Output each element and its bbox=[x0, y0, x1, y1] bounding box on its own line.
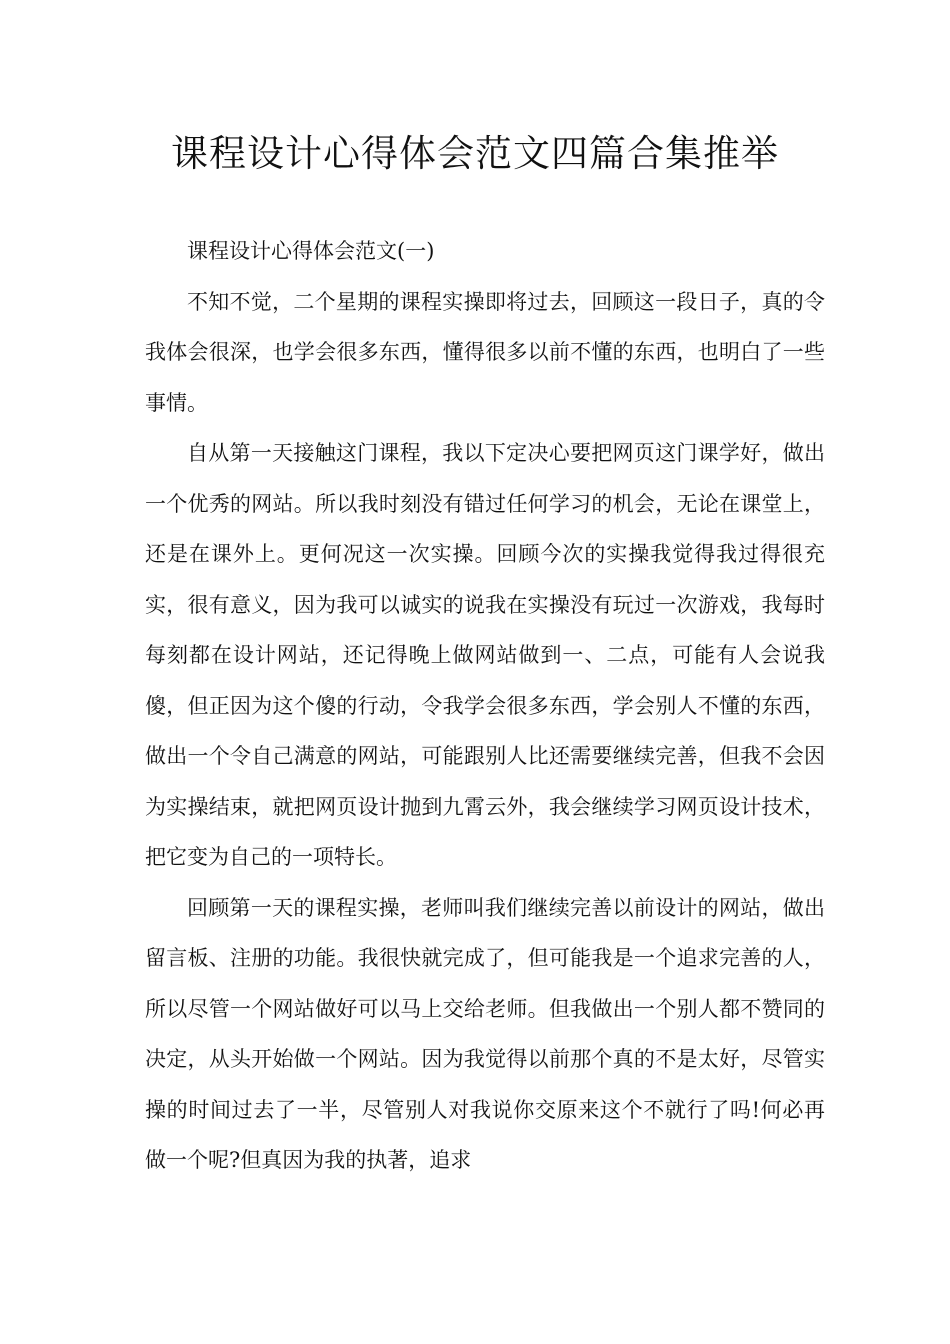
document-body bbox=[145, 226, 825, 1186]
document-title: 课程设计心得体会范文四篇合集推举 bbox=[171, 132, 779, 175]
paragraph-2: 自从第一天接触这门课程，我以下定决心要把网页这门课学好，做出一个优秀的网站。所以我时刻没有错过任何学习的机会，无论在课堂上，还是在课外上。更何况这一次实操。回顾今次的实操我觉得我过得很充实，很有意义，因为我可以诚实的说我在实操没有玩过一次游戏，我每时每刻都在设计网站，还记得晚上做网站做到一、二点，可能有人会说我傻，但正因为这个傻的行动，令我学会很多东西，学会别人不懂的东西，做出一个令自己满意的网站，可能跟别人比还需要继续完善，但我不会因为实操结束，就把网页设计抛到九霄云外，我会继续学习网页设计技术，把它变为自己的一项特长。 bbox=[145, 441, 825, 869]
section-heading: 课程设计心得体会范文(一) bbox=[187, 239, 435, 263]
paragraph-1: 不知不觉，二个星期的课程实操即将过去，回顾这一段日子，真的令我体会很深，也学会很多东西，懂得很多以前不懂的东西，也明白了一些事情。 bbox=[145, 289, 825, 415]
paragraph-3: 回顾第一天的课程实操，老师叫我们继续完善以前设计的网站，做出留言板、注册的功能。我很快就完成了，但可能我是一个追求完善的人，所以尽管一个网站做好可以马上交给老师。但我做出一个别人都不赞同的决定，从头开始做一个网站。因为我觉得以前那个真的不是太好，尽管实操的时间过去了一半，尽管别人对我说你交原来这个不就行了吗!何必再做一个呢?但真因为我的执著，追求 bbox=[145, 895, 825, 1172]
